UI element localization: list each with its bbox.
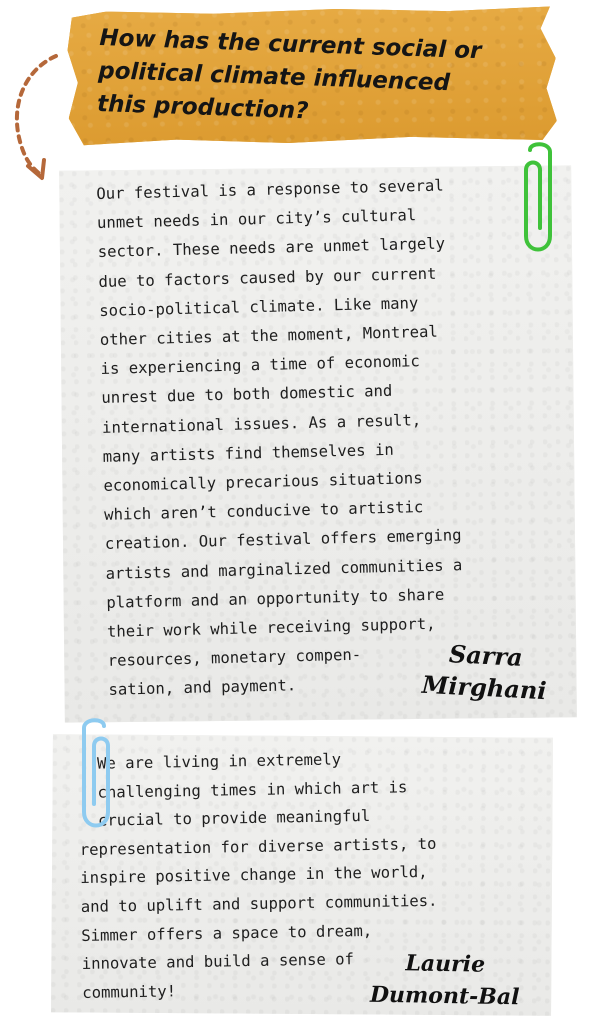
- signature-sarra-mirghani: Sarra Mirghani: [421, 639, 548, 706]
- dashed-arrow-icon: [6, 48, 66, 188]
- answer-text-2: We are living in extremely challenging times in which art is crucial to provide meaningful representation for diverse artists, to inspire positive change in the world, and to uplift and support communities. Simmer offers a space to dream, innovate and build a sense of community!: [78, 750, 438, 1002]
- blue-paperclip-icon: [74, 716, 116, 834]
- answer-text-1: Our festival is a response to several unmet needs in our city’s cultural sector. These needs are unmet largely due to factors caused by our current socio-political climate. Like many other cities at the moment, Montreal is experiencing a time of economic unrest due to both domestic and international issues. As a result, many artists find themselves in economically precarious situations which aren’t conducive to artistic creation. Our festival offers emerging artists and marginalized communities a platform and an opportunity to share their work while receiving support, resources, monetary compen- sation, and payment.: [96, 176, 463, 700]
- question-heading: How has the current social or political climate influenced this production?: [96, 24, 482, 125]
- green-paperclip-icon: [518, 140, 560, 258]
- signature-laurie-dumont-bal: Laurie Dumont-Bal: [369, 950, 520, 1011]
